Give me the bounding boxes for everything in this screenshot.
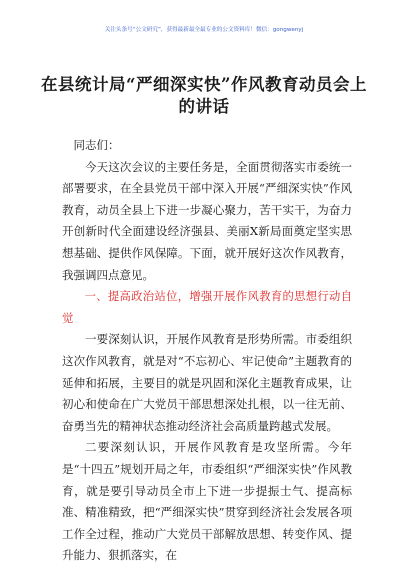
document-body [62,135,352,567]
paragraph-point-1: 一要深刻认识，开展作风教育是形势所需。市委组织这次作风教育，就是对“不忘初心、牢记使命”主题教育的延伸和拓展，主要目的就是巩固和深化主题教育成果，让初心和使命在广大党员干部思想深处扎根，以一往无前、奋勇当先的精神状态推动经济社会高质量跨越式发展。 [62,332,352,433]
section-heading-1: 一、提高政治站位，增强开展作风教育的思想行动自觉 [62,290,352,325]
document-title [0,74,408,118]
paragraph-point-2: 二要深刻认识，开展作风教育是攻坚所需。今年是“十四五”规划开局之年，市委组织“严细深实快”作风教育，就是要引导动员全市上下进一步提振士气、提高标准、精准精致，把“严细深实快”贯穿到经济社会发展各项工作全过程，推动广大党员干部解放思想、转变作风、提升能力、狠抓落实，在 [62,440,352,563]
promo-banner: 关注头条号“公文研究”，获得最新最全最专业的公文资料库！微信：gongwenyj [104,27,304,33]
greeting: 同志们： [73,138,120,152]
title-line-1: 在县统计局“严细深实快”作风教育动员会上 [41,75,367,94]
paragraph-intro: 今天这次会议的主要任务是，全面贯彻落实市委统一部署要求，在全县党员干部中深入开展“严细深实快”作风教育，动员全县上下进一步凝心聚力，苦干实干，为奋力开创新时代全面建设经济强县、美丽X新局面奠定坚实思想基础、提供作风保障。下面，就开展好这次作风教育，我强调四点意见。 [62,159,352,282]
title-line-2: 的讲话 [178,97,230,116]
